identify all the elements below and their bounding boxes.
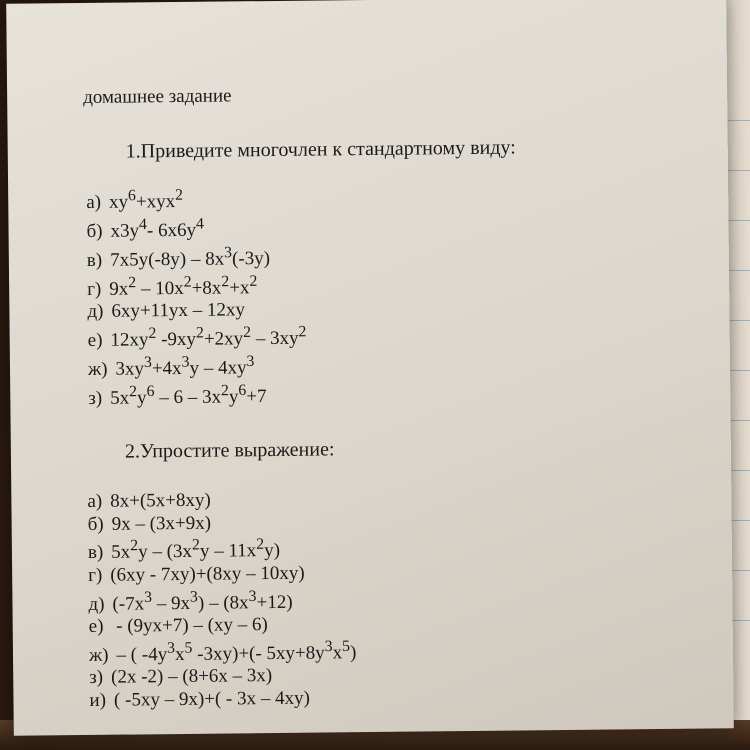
item-label: д) — [87, 301, 104, 323]
task2-item — [89, 636, 357, 668]
item-expression: (2x -2) – (8+6x – 3x) — [110, 665, 273, 689]
item-label: г) — [88, 564, 103, 586]
item-expression: $3xy^3+4x^3y - 4xy^3$ — [115, 352, 255, 380]
item-expression: $(-7x^3 - 9x^3) - (8x^3+12)$ — [112, 587, 293, 615]
item-expression: 9x – (3x+9x) — [111, 512, 212, 535]
item-label: з) — [89, 667, 104, 689]
item-label: в) — [87, 542, 104, 564]
task2-item — [88, 511, 356, 536]
item-expression: $5x^2y - (3x^2y - 11x^2y)$ — [111, 536, 281, 564]
task2-item — [88, 584, 356, 616]
item-label: а) — [87, 490, 103, 512]
task1-item — [88, 379, 307, 410]
item-label: д) — [88, 593, 105, 615]
task2-item — [88, 533, 356, 565]
item-expression: 6xy+11yx – 12xy — [111, 299, 246, 323]
item-label: а) — [86, 192, 102, 214]
worksheet-content — [6, 0, 734, 736]
homework-heading: домашнее задание — [83, 85, 232, 108]
item-label: б) — [86, 220, 103, 243]
item-expression: $5x^2y^6 - 6 - 3x^2y^6+7$ — [110, 381, 267, 409]
task1-item — [86, 212, 305, 243]
item-label: з) — [88, 387, 103, 409]
task2-item — [89, 687, 357, 712]
task2-item — [89, 665, 357, 690]
task1-item — [88, 350, 307, 381]
task1-item — [87, 299, 306, 324]
task1-title: 1.Приведите многочлен к стандартному виду: — [125, 136, 516, 163]
item-label: б) — [87, 513, 104, 535]
item-label: г) — [87, 278, 102, 300]
item-label: е) — [87, 329, 103, 352]
item-expression: ( -5xy – 9x)+( - 3x – 4xy) — [113, 687, 311, 711]
item-label: ж) — [88, 644, 109, 666]
item-expression: 8x+(5x+8xy) — [110, 489, 211, 512]
worksheet-paper — [6, 0, 734, 736]
task1-item — [87, 270, 306, 301]
item-expression: - (9yx+7) – (xy – 6) — [111, 614, 268, 637]
item-expression: $xy^6+xyx^2$ — [108, 186, 184, 214]
task2-item — [87, 488, 355, 513]
item-expression: $7x5y(-8y) - 8x^3(-3y)$ — [110, 244, 271, 271]
task1-item — [86, 184, 305, 215]
item-expression: (6xy - 7xy)+(8xy – 10xy) — [110, 562, 305, 586]
task2-list — [87, 488, 357, 712]
item-label: е) — [88, 615, 104, 638]
item-expression: $9x^2 - 10x^2+8x^2+x^2$ — [109, 272, 258, 300]
task2-item — [88, 562, 356, 587]
item-expression: $x3y^4-$ $6x6y^4$ — [110, 215, 205, 242]
task2-title: 2.Упростите выражение: — [124, 438, 335, 463]
task1-item — [87, 241, 306, 272]
item-expression: $12xy^2$ $-9xy^2+2xy^2 - 3xy^2$ — [110, 323, 307, 351]
task1-item — [88, 321, 307, 352]
item-label: в) — [86, 249, 103, 271]
task2-item — [89, 613, 357, 638]
item-expression: – ( $-4y^3x^5$ -3xy)+(- $5xy+8y^3x^5$) — [116, 637, 357, 666]
task1-list — [86, 184, 307, 411]
item-label: и) — [89, 689, 107, 711]
item-label: ж) — [87, 358, 108, 380]
